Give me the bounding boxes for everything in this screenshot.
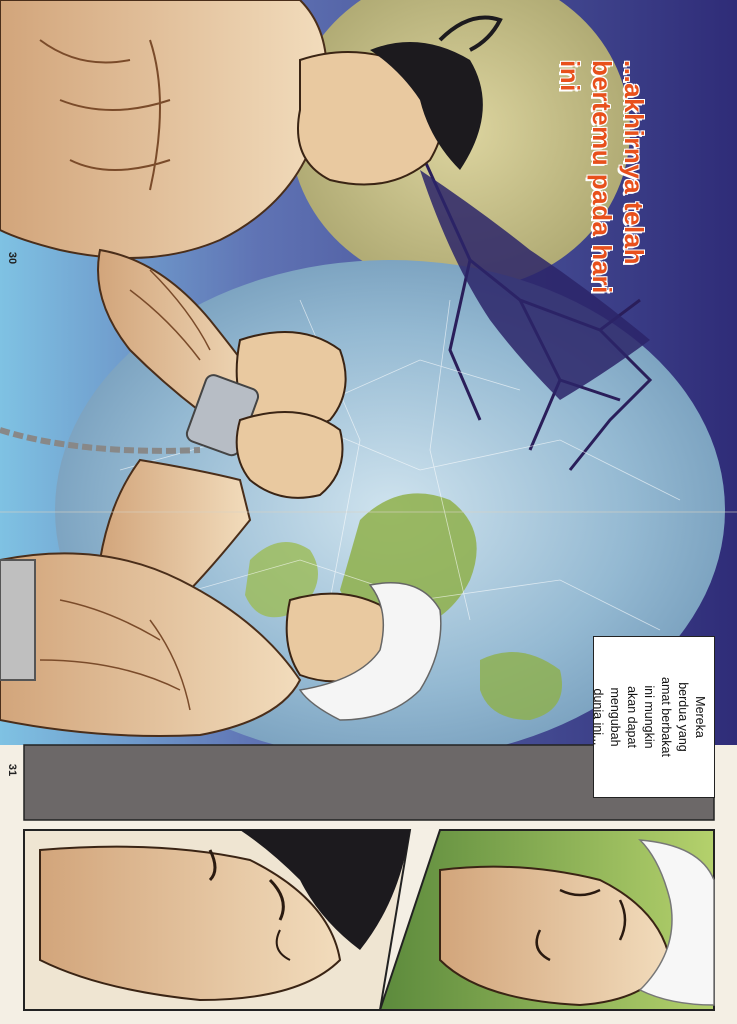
page-number-right: 31 [6,763,19,777]
caption-line: berdua yang [676,682,690,752]
caption-line: akan dapat [625,686,639,748]
title-overlay [555,60,650,330]
panel-dark-haired-closeup [24,830,410,1010]
page-number-left: 30 [6,251,19,265]
caption-line: mengubah [608,687,622,747]
narration-caption-box [593,636,715,798]
caption-line: Mereka [693,696,707,738]
panel-white-haired-closeup [380,830,714,1010]
title-text [554,60,650,330]
caption-line: amat berbakat [659,677,673,757]
narration-caption-text [591,637,714,797]
title-line-2: bertemu pada hari ini [555,60,617,294]
caption-line: ini mungkin [642,685,656,749]
caption-line: dunia ini... [591,688,605,746]
title-line-1: ...akhirnya telah [619,60,649,266]
